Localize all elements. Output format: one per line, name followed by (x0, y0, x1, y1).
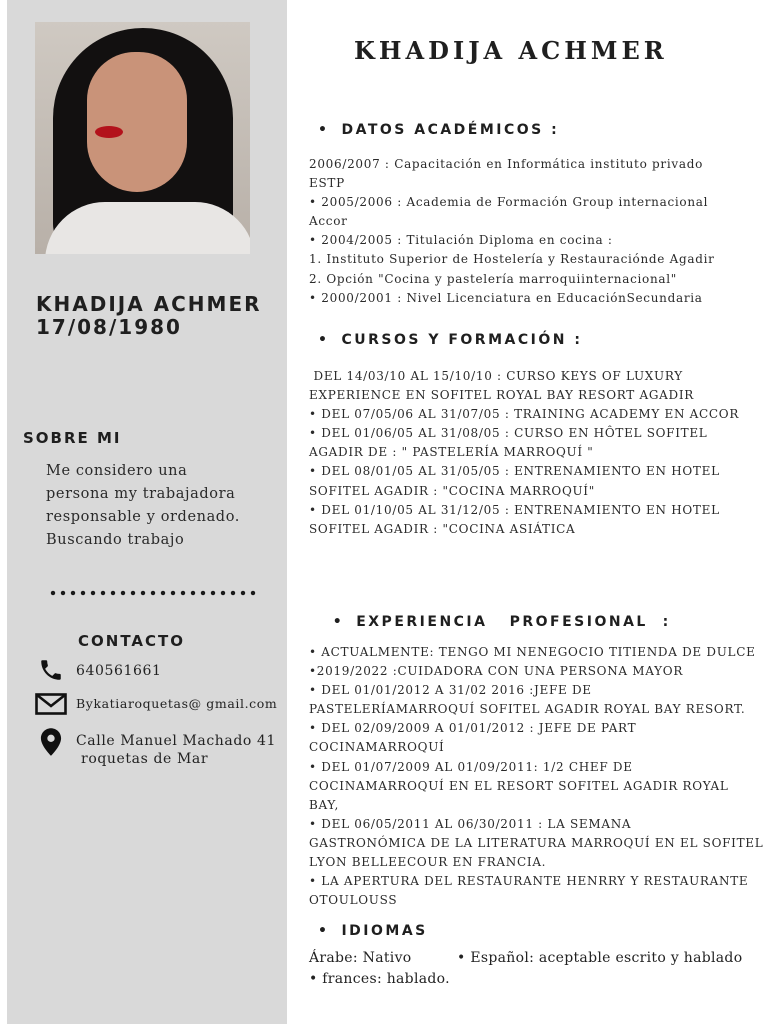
list-item: • DEL 01/06/05 AL 31/08/05 : CURSO EN HÔTEL SOFITEL (309, 426, 708, 441)
contact-phone (34, 656, 162, 684)
map-pin-icon (34, 728, 68, 756)
sidebar-name: KHADIJA ACHMER (36, 292, 262, 316)
list-item: • DEL 02/09/2009 A 01/01/2012 : JEFE DE PART (309, 721, 637, 736)
list-item: COCINAMARROQUÍ (309, 740, 445, 755)
list-item: 2006/2007 : Capacitación en Informática instituto privado (309, 157, 704, 171)
list-item: • DEL 08/01/05 AL 31/05/05 : ENTRENAMIENTO EN HOTEL (309, 464, 720, 479)
list-item: LYON BELLEECOUR EN FRANCIA. (309, 855, 547, 870)
languages-heading-text: IDIOMAS (341, 923, 428, 939)
list-item: 1. Instituto Superior de Hostelería y Restauraciónde Agadir (309, 252, 715, 267)
email-address: Bykatiaroquetas@ gmail.com (76, 696, 278, 711)
languages-heading: • IDIOMAS (318, 923, 428, 939)
contact-address (34, 728, 276, 768)
list-item: EXPERIENCE EN SOFITEL ROYAL BAY RESORT AGADIR (309, 388, 695, 403)
list-item: DEL 14/03/10 AL 15/10/10 : CURSO KEYS OF LUXURY (309, 369, 683, 383)
phone-number: 640561661 (76, 663, 162, 679)
contact-heading: CONTACTO (78, 632, 185, 650)
list-item: ESTP (309, 176, 345, 191)
list-item: • DEL 01/07/2009 AL 01/09/2011: 1/2 CHEF DE (309, 759, 633, 774)
list-item: SOFITEL AGADIR : "COCINA ASIÁTICA (309, 521, 576, 536)
list-item: BAY, (309, 797, 339, 812)
about-line: responsable y ordenado. (46, 509, 240, 525)
sidebar-birthdate: 17/08/1980 (36, 315, 182, 339)
list-item: • DEL 01/01/2012 A 31/02 2016 :JEFE DE (309, 683, 592, 698)
list-item: SOFITEL AGADIR : "COCINA MARROQUÍ" (309, 483, 595, 498)
list-item: OTOULOUSS (309, 893, 398, 908)
about-line: Me considero una (46, 463, 188, 479)
about-line: Buscando trabajo (46, 532, 185, 548)
list-item: COCINAMARROQUÍ EN EL RESORT SOFITEL AGADIR ROYAL (309, 778, 729, 793)
experience-list (309, 643, 764, 910)
address-line-1: Calle Manuel Machado 41 (76, 733, 277, 749)
language-french: • frances: hablado. (309, 971, 450, 987)
envelope-icon (34, 690, 68, 718)
language-spanish: • Español: aceptable escrito y hablado (457, 950, 743, 966)
address (76, 732, 276, 768)
list-item: GASTRONÓMICA DE LA LITERATURA MARROQUÍ EN EL SOFITEL (309, 835, 764, 850)
academic-heading: • DATOS ACADÉMICOS : (318, 122, 560, 138)
list-item: • DEL 06/05/2011 AL 06/30/2011 : LA SEMANA (309, 816, 632, 831)
contact-email (34, 690, 277, 718)
list-item: • 2000/2001 : Nivel Licenciatura en EducaciónSecundaria (309, 290, 703, 305)
list-item: • LA APERTURA DEL RESTAURANTE HENRRY Y RESTAURANTE (309, 874, 749, 889)
address-line-2: roquetas de Mar (76, 751, 209, 767)
academic-list (309, 155, 764, 308)
profile-photo (35, 22, 250, 254)
academic-heading-text: DATOS ACADÉMICOS : (341, 122, 560, 138)
experience-heading-text: EXPERIENCIA PROFESIONAL : (356, 614, 671, 630)
sidebar-name-block (36, 293, 286, 339)
about-heading: SOBRE MI (23, 429, 122, 447)
languages-line-1 (309, 948, 764, 969)
list-item: •2019/2022 :CUIDADORA CON UNA PERSONA MAYOR (309, 664, 684, 679)
list-item: Accor (309, 214, 348, 229)
courses-heading-text: CURSOS Y FORMACIÓN : (341, 332, 583, 348)
list-item: PASTELERÍAMARROQUÍ SOFITEL AGADIR ROYAL BAY RESORT. (309, 702, 746, 717)
dotted-divider (48, 588, 258, 598)
about-text (46, 460, 276, 552)
list-item: • 2005/2006 : Academia de Formación Group internacional (309, 195, 709, 210)
courses-heading: • CURSOS Y FORMACIÓN : (318, 332, 583, 348)
experience-heading: • EXPERIENCIA PROFESIONAL : (332, 614, 671, 630)
list-item: 2. Opción "Cocina y pastelería marroquiinternacional" (309, 271, 677, 286)
list-item: • ACTUALMENTE: TENGO MI NENEGOCIO TITIENDA DE DULCE (309, 645, 756, 659)
list-item: • 2004/2005 : Titulación Diploma en cocina : (309, 233, 613, 248)
list-item: • DEL 01/10/05 AL 31/12/05 : ENTRENAMIENTO EN HOTEL (309, 502, 720, 517)
main-name: KHADIJA ACHMER (354, 36, 668, 65)
phone-icon (34, 656, 68, 684)
about-line: persona my trabajadora (46, 486, 236, 502)
language-arabic: Árabe: Nativo (309, 950, 412, 966)
languages-list (309, 948, 764, 990)
list-item: • DEL 07/05/06 AL 31/07/05 : TRAINING ACADEMY EN ACCOR (309, 407, 740, 422)
courses-list (309, 367, 764, 539)
list-item: AGADIR DE : " PASTELERÍA MARROQUÍ " (309, 445, 594, 460)
